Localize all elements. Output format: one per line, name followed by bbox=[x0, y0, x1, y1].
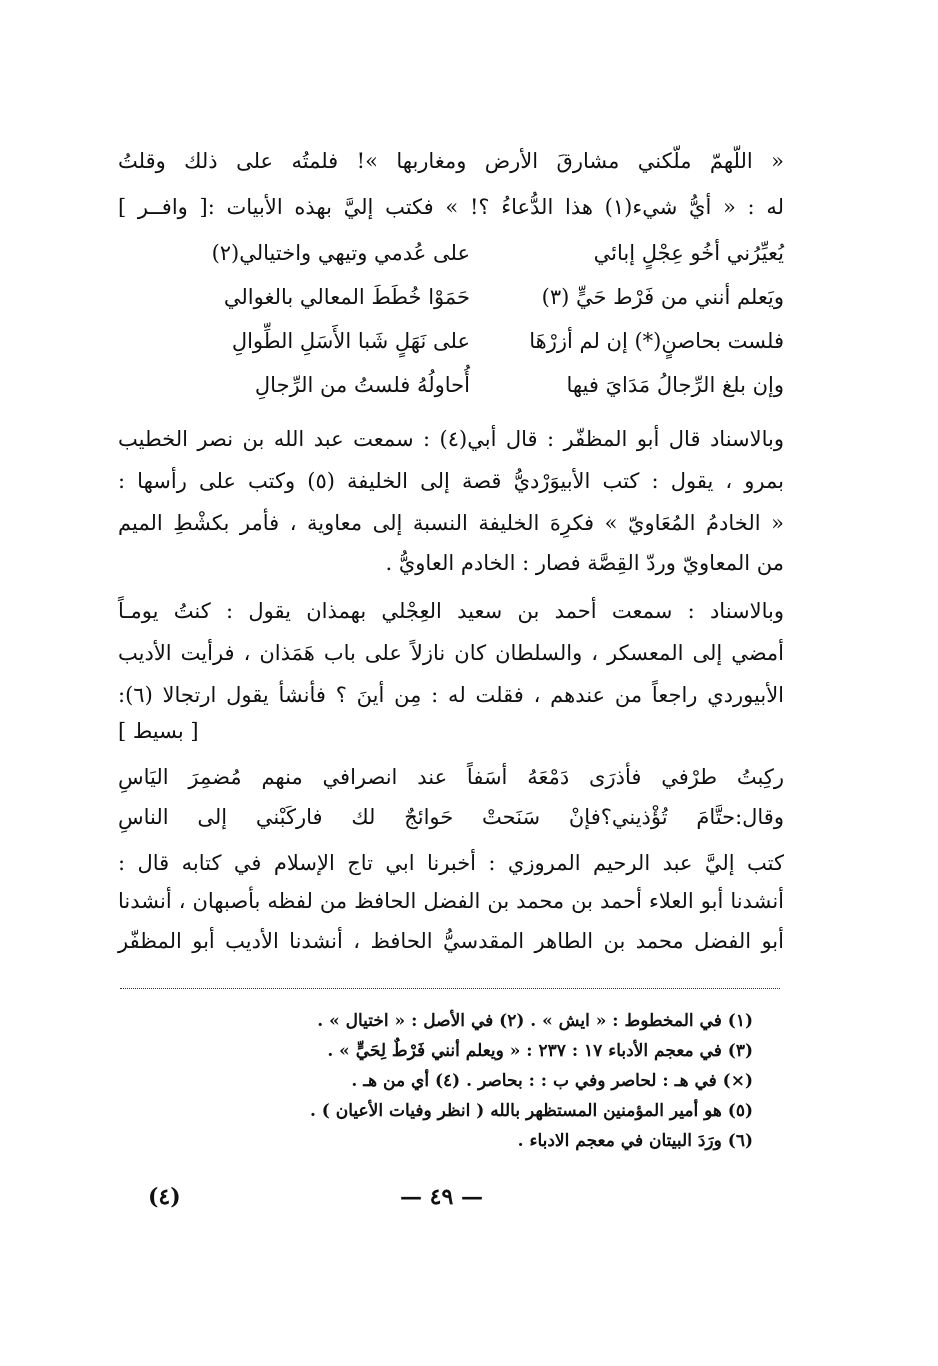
verse-first-hemistich: يُعيِّرُني أخُو عِجْلٍ إبائي bbox=[593, 241, 784, 265]
body-line: وبالاسناد : سمعت أحمد بن سعيد العِجْلي بهمذان يقول : كنتُ يومـاً bbox=[118, 599, 784, 623]
verse-line: وقال:حتَّامَ تُؤْذيني؟فإنْ سَنَحتْ حَوائجٌ لك فاركَبْني إلى الناسِ bbox=[118, 805, 784, 829]
footnote: (٣) في معجم الأدباء ١٧ : ٢٣٧ : « ويعلم أنني فَرْطٌ لِحَيٍّ » . bbox=[327, 1041, 753, 1061]
verse-line: ركِبتُ طرْفي فأذرَى دَمْعَهُ أسَفاً عند انصرافي منهم مُضمِرَ اليَاسِ bbox=[118, 765, 784, 789]
body-line: « الخادمُ المُعَاويّ » فكرِهَ الخليفة النسبة إلى معاوية ، فأمر بكشْطِ الميم bbox=[118, 511, 784, 535]
body-line: من المعاويّ وردّ القِصَّة فصار : الخادم العاويُّ . bbox=[385, 551, 784, 575]
body-line: بمرو ، يقول : كتب الأبيوَرْديُّ قصة إلى الخليفة (٥) وكتب على رأسها : bbox=[118, 469, 785, 493]
body-line: أنشدنا أبو العلاء أحمد بن محمد بن الفضل الحافظ من لفظه بأصبهان ، أنشدنا bbox=[118, 889, 784, 913]
footnote: (٥) هو أمير المؤمنين المستظهر بالله ( انظر وفيات الأعيان ) . bbox=[309, 1101, 753, 1121]
body-line: أبو الفضل محمد بن الطاهر المقدسيُّ الحافظ ، أنشدنا الأديب أبو المظفّر bbox=[118, 929, 784, 953]
page-number: — ٤٩ — bbox=[400, 1184, 483, 1210]
verse-second-hemistich: على نَهَلٍ شَبا الأَسَلِ الطِّوالِ bbox=[231, 329, 470, 353]
meter-label: [ بسيط ] bbox=[118, 719, 199, 743]
footnote: (٦) ورَدَ البيتان في معجم الادباء . bbox=[517, 1131, 753, 1151]
body-line: أمضي إلى المعسكر ، والسلطان كان نازلاً على باب هَمَذان ، فرأيت الأديب bbox=[118, 641, 784, 665]
verse-second-hemistich: أُحاولُهُ فلستُ من الرِّجالِ bbox=[254, 373, 470, 397]
footnote: (١) في المخطوط : « ايش » . (٢) في الأصل : « اختيال » . bbox=[317, 1011, 753, 1031]
signature-mark: (٤) bbox=[148, 1184, 181, 1210]
footnote-separator bbox=[120, 988, 780, 989]
body-line: له : « أيُّ شيء(١) هذا الدُّعاءُ ؟! » فكتب إليَّ بهذه الأبيات :[ وافــر ] bbox=[118, 195, 784, 219]
verse-second-hemistich: على عُدمي وتيهي واختيالي(٢) bbox=[211, 241, 470, 265]
verse-second-hemistich: حَمَوْا خُطَطَ المعالي بالغوالي bbox=[223, 285, 470, 309]
footnote: (×) في هـ : لحاصر وفي ب : : بحاصر . (٤) أي من هـ . bbox=[351, 1071, 753, 1091]
verse-first-hemistich: وإن بلغ الرِّجالُ مَدَايَ فيها bbox=[566, 373, 784, 397]
verse-first-hemistich: ويَعلم أنني من فَرْط حَيٍّ (٣) bbox=[541, 285, 784, 309]
body-line: « اللّهمّ ملّكني مشارقَ الأرض ومغاربها »! فلمتُه على ذلك وقلتُ bbox=[118, 149, 784, 173]
body-line: كتب إليَّ عبد الرحيم المروزي : أخبرنا ابي تاج الإسلام في كتابه قال : bbox=[118, 851, 784, 875]
verse-first-hemistich: فلست بحاصنٍ(*) إن لم أزرْهَا bbox=[529, 329, 784, 353]
body-line: الأبيوردي راجعاً من عندهم ، فقلت له : مِن أينَ ؟ فأنشأ يقول ارتجالا (٦): bbox=[118, 683, 784, 707]
body-line: وبالاسناد قال أبو المظفّر : قال أبي(٤) : سمعت عبد الله بن نصر الخطيب bbox=[118, 427, 784, 451]
